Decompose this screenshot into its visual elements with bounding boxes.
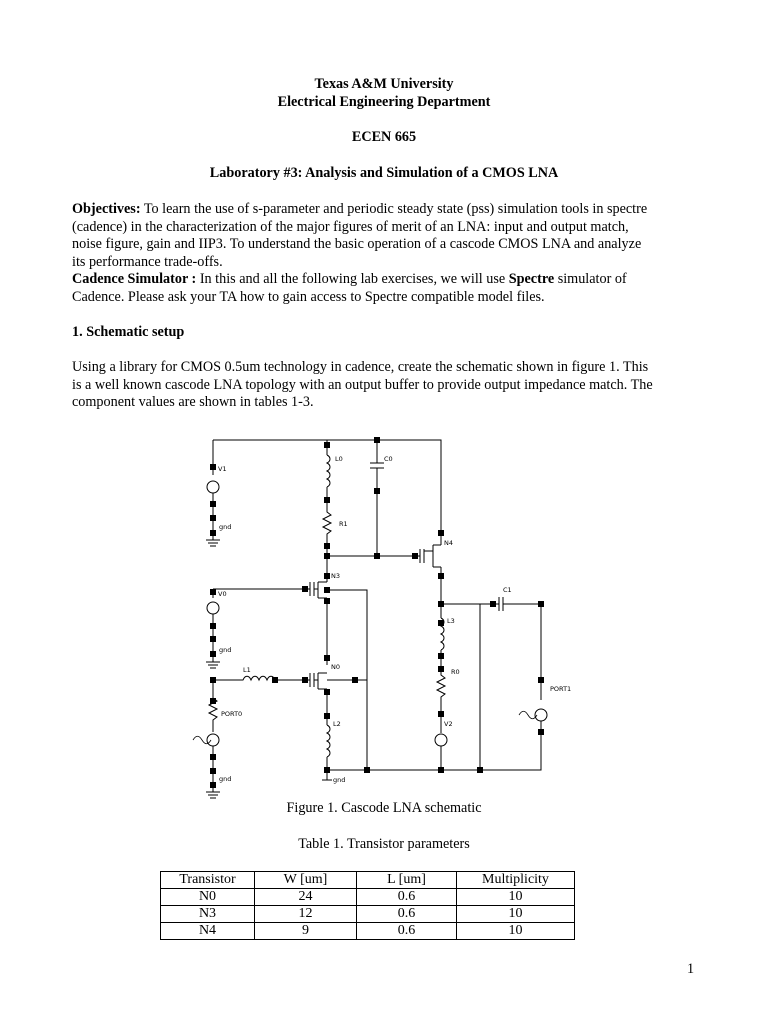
simulator-text-b: simulator of — [554, 271, 627, 287]
label-gnd-4: gnd — [333, 776, 346, 784]
label-port1: PORT1 — [550, 685, 572, 693]
table-row — [161, 906, 575, 923]
table-cell: 0.6 — [357, 923, 457, 940]
label-gnd-1: gnd — [219, 523, 232, 531]
table-cell: 0.6 — [357, 906, 457, 923]
label-n0: N0 — [331, 663, 340, 671]
label-port0: PORT0 — [221, 710, 243, 718]
table-cell: N3 — [161, 906, 255, 923]
objectives-line-1: To learn the use of s-parameter and periodic steady state (pss) simulation tools in spectre — [140, 201, 648, 217]
spectre-word: Spectre — [508, 271, 555, 287]
table-cell: 10 — [457, 889, 575, 906]
label-l0: L0 — [335, 455, 343, 463]
simulator-text-a: In this and all the following lab exercises, we will use — [196, 271, 509, 287]
objectives-line-3: noise figure, gain and IIP3. To understand the basic operation of a cascode CMOS LNA and analyze — [72, 236, 642, 252]
label-r0: R0 — [451, 668, 460, 676]
simulator-label: Cadence Simulator : — [72, 271, 197, 287]
label-l1: L1 — [243, 666, 251, 674]
label-v2: V2 — [444, 720, 453, 728]
course-code: ECEN 665 — [351, 129, 417, 145]
label-c1: C1 — [503, 586, 512, 594]
column-header: Multiplicity — [457, 872, 575, 889]
section-1-heading: 1. Schematic setup — [72, 324, 185, 340]
figure-caption: Figure 1. Cascode LNA schematic — [286, 800, 482, 816]
label-l3: L3 — [447, 617, 455, 625]
table-row — [161, 923, 575, 940]
table-cell: N0 — [161, 889, 255, 906]
label-gnd-2: gnd — [219, 646, 232, 654]
column-header: L [um] — [357, 872, 457, 889]
section-1-line-3: component values are shown in tables 1-3. — [72, 394, 314, 410]
page-number: 1 — [687, 961, 695, 977]
label-n4: N4 — [444, 539, 453, 547]
transistor-parameters-table — [160, 871, 575, 940]
simulator-line-2: Cadence. Please ask your TA how to gain access to Spectre compatible model files. — [72, 288, 545, 305]
table-header-row — [161, 872, 575, 889]
table-cell: 12 — [255, 906, 357, 923]
table-cell: 9 — [255, 923, 357, 940]
table-cell: N4 — [161, 923, 255, 940]
label-l2: L2 — [333, 720, 341, 728]
objectives-label: Objectives: — [72, 201, 141, 217]
label-r1: R1 — [339, 520, 348, 528]
section-1-line-2: is a well known cascode LNA topology with an output buffer to provide output impedance match. The — [72, 376, 653, 393]
column-header: Transistor — [161, 872, 255, 889]
section-1-line-1: Using a library for CMOS 0.5um technology in cadence, create the schematic shown in figure 1. This — [72, 359, 649, 375]
university-title: Texas A&M University — [314, 76, 454, 92]
objectives-line-2: (cadence) in the characterization of the major figures of merit of an LNA: input and output match, — [72, 218, 629, 235]
label-c0: C0 — [384, 455, 393, 463]
table-cell: 10 — [457, 923, 575, 940]
department-title: Electrical Engineering Department — [277, 94, 491, 110]
label-v0: V0 — [218, 590, 227, 598]
table-cell: 24 — [255, 889, 357, 906]
table-caption: Table 1. Transistor parameters — [298, 836, 470, 852]
column-header: W [um] — [255, 872, 357, 889]
label-gnd-3: gnd — [219, 775, 232, 783]
table-cell: 0.6 — [357, 889, 457, 906]
table-row — [161, 889, 575, 906]
table-cell: 10 — [457, 906, 575, 923]
label-v1: V1 — [218, 465, 227, 473]
label-n3: N3 — [331, 572, 340, 580]
lab-title: Laboratory #3: Analysis and Simulation of a CMOS LNA — [209, 165, 559, 181]
objectives-line-4: its performance trade-offs. — [72, 253, 223, 270]
